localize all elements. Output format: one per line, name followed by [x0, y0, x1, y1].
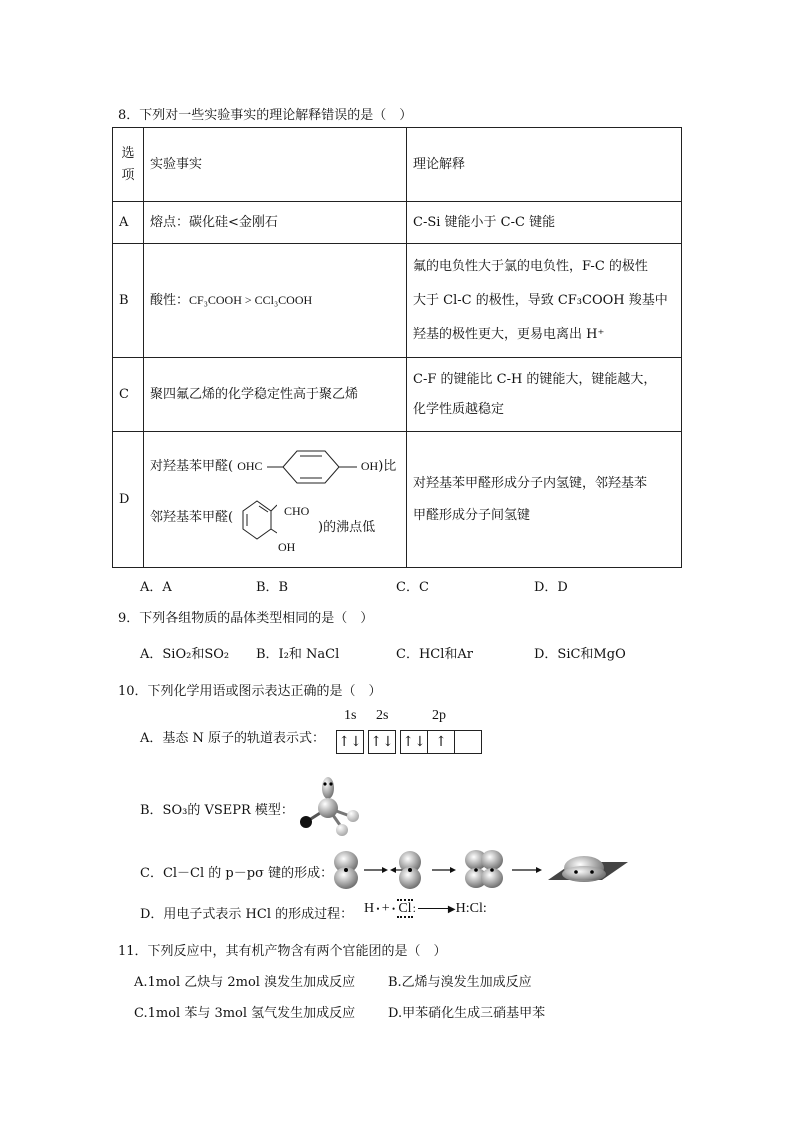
orbital-box-2s: ↑↓ [368, 730, 396, 754]
theory-line: 羟基的极性更大，更易电离出 H⁺ [413, 326, 605, 342]
row-fact: 熔点：碳化硅<金刚石 [144, 202, 407, 244]
q8-choice-b[interactable]: B．B [256, 580, 289, 595]
cl-symbol: Cl [398, 901, 412, 916]
oh-label: OH [278, 540, 296, 554]
q8-choice-d[interactable]: D．D [534, 580, 568, 595]
row-theory [407, 244, 682, 358]
question-10-stem: 10．下列化学用语或图示表达正确的是（ ） [118, 684, 382, 699]
question-9-stem: 9．下列各组物质的晶体类型相同的是（ ） [118, 611, 374, 626]
ortho-benzene-ring [237, 495, 277, 541]
table-row [113, 432, 682, 568]
question-8-table [112, 127, 682, 568]
fact-text: 邻羟基苯甲醛( [150, 510, 234, 525]
orbital-box-2p-3 [454, 730, 482, 754]
q10-option-a[interactable]: A．基态 N 原子的轨道表示式： [140, 731, 326, 746]
fact-ortho-line [150, 508, 277, 528]
row-option: B [113, 244, 144, 358]
table-header-row [113, 128, 682, 202]
fact-text: )的沸点低 [318, 520, 376, 535]
orbital-label-2s: 2s [376, 708, 389, 723]
theory-line: 氟的电负性大于氯的电负性，F-C 的极性 [413, 258, 648, 274]
row-theory [407, 432, 682, 568]
hcl-symbol: H:Cl: [455, 901, 487, 916]
header-theory: 理论解释 [407, 128, 682, 202]
row-fact [144, 244, 407, 358]
theory-line: 大于 Cl-C 的极性，导致 CF₃COOH 羧基中 [413, 292, 668, 308]
header-option-char1: 选 [121, 145, 135, 161]
fact-formula: CF₃COOH > CCl₃COOH [189, 293, 313, 307]
q9-choice-b[interactable]: B．I₂和 NaCl [256, 647, 340, 662]
fact-text: )比 [378, 459, 397, 474]
fact-para-line [150, 456, 396, 477]
row-theory: C-Si 键能小于 C-C 键能 [407, 202, 682, 244]
orbital-box-1s: ↑↓ [336, 730, 364, 754]
q10-option-b[interactable]: B．SO₃的 VSEPR 模型： [140, 803, 294, 818]
theory-line: 对羟基苯甲醛形成分子内氢键，邻羟基苯 [413, 475, 648, 491]
q9-choice-d[interactable]: D．SiC和MgO [534, 647, 626, 662]
fact-text: 对羟基苯甲醛( [150, 459, 234, 474]
header-fact: 实验事实 [144, 128, 407, 202]
row-fact [144, 432, 407, 568]
sigma-bond-formation-icon [330, 848, 630, 892]
hcl-electron-formula: H • + • Cl: ▶H:Cl: [364, 901, 487, 916]
q9-choice-c[interactable]: C．HCl和Ar [396, 647, 473, 662]
oh-label: OH [360, 459, 379, 473]
q8-choice-c[interactable]: C．C [396, 580, 429, 595]
cho-label: CHO [284, 504, 310, 518]
orbital-box-2p-1: ↑↓ [400, 730, 428, 754]
table-row [113, 202, 682, 244]
q11-choice-d[interactable]: D.甲苯硝化生成三硝基甲苯 [388, 1006, 546, 1021]
question-8-stem: 8．下列对一些实验事实的理论解释错误的是（ ） [118, 108, 413, 123]
row-fact: 聚四氟乙烯的化学稳定性高于聚乙烯 [144, 358, 407, 432]
ohc-label: OHC [237, 459, 263, 473]
orbital-label-1s: 1s [344, 708, 357, 723]
plus-sign: + [381, 901, 390, 916]
fact-prefix: 酸性： [150, 293, 190, 308]
q10-option-d[interactable]: D．用电子式表示 HCl 的形成过程： [140, 907, 354, 922]
header-option-char2: 项 [121, 167, 135, 183]
theory-line: 甲醛形成分子间氢键 [413, 507, 531, 523]
header-option [113, 128, 144, 202]
q8-choice-a[interactable]: A．A [140, 580, 172, 595]
q11-choice-a[interactable]: A.1mol 乙炔与 2mol 溴发生加成反应 [134, 975, 356, 990]
table-row [113, 244, 682, 358]
para-benzene-ring [267, 447, 357, 487]
so3-vsepr-model-icon [296, 772, 366, 838]
row-option: C [113, 358, 144, 432]
orbital-label-2p: 2p [432, 708, 446, 723]
q9-choice-a[interactable]: A．SiO₂和SO₂ [140, 647, 230, 662]
row-option: A [113, 202, 144, 244]
table-row [113, 358, 682, 432]
theory-line: 化学性质越稳定 [413, 401, 505, 417]
q11-choice-c[interactable]: C.1mol 苯与 3mol 氢气发生加成反应 [134, 1006, 356, 1021]
q11-choice-b[interactable]: B.乙烯与溴发生加成反应 [388, 975, 532, 990]
row-theory [407, 358, 682, 432]
theory-line: C-F 的键能比 C-H 的键能大，键能越大， [413, 371, 657, 387]
orbital-box-2p-2: ↑ [427, 730, 455, 754]
row-option: D [113, 432, 144, 568]
h-symbol: H [364, 901, 375, 916]
question-11-stem: 11．下列反应中，其有机产物含有两个官能团的是（ ） [118, 944, 447, 959]
q10-option-c[interactable]: C．Cl－Cl 的 p－pσ 键的形成： [140, 866, 334, 881]
